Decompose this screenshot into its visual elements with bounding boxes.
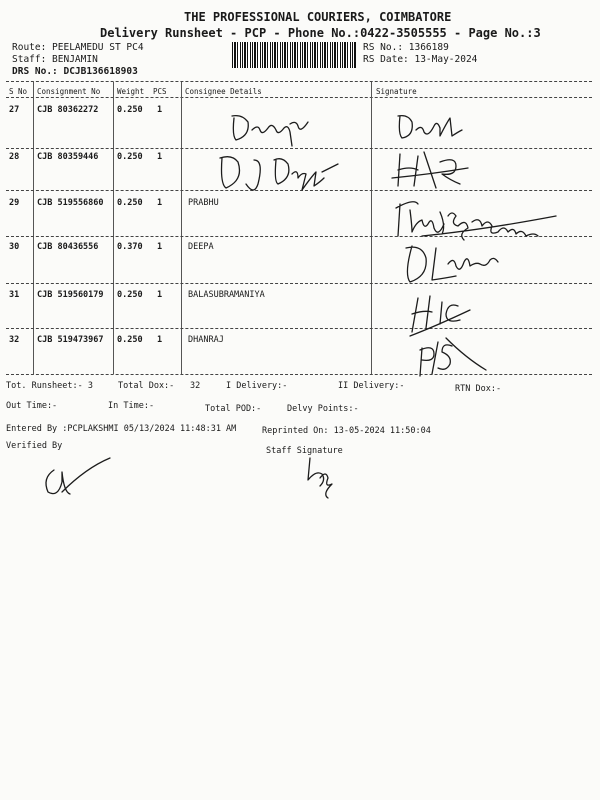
entered-by: Entered By :PCPLAKSHMI 05/13/2024 11:48:31 AM (6, 424, 237, 434)
row-consignment: CJB 519556860 (37, 198, 104, 208)
col-header-weight: Weight (117, 87, 145, 96)
row-weight: 0.250 (117, 335, 143, 345)
signature-row-32 (412, 334, 492, 380)
signature-row-27-consignee (228, 106, 318, 146)
row-rule (6, 148, 592, 149)
row-pcs: 1 (157, 105, 163, 115)
col-header-consignment: Consignment No (37, 87, 101, 96)
col-divider (181, 82, 182, 374)
row-consignee: BALASUBRAMANIYA (188, 290, 265, 300)
verified-by-signature (36, 456, 116, 500)
rtn-dox: RTN Dox:- (455, 384, 502, 394)
row-sno: 29 (9, 198, 20, 208)
rs-number: RS No.: 1366189 (363, 42, 449, 53)
drs-number: DRS No.: DCJB136618903 (12, 66, 138, 77)
row-sno: 32 (9, 335, 20, 345)
row-sno: 27 (9, 105, 20, 115)
col-divider (113, 82, 114, 374)
in-time: In Time:- (108, 401, 155, 411)
row-sno: 31 (9, 290, 20, 300)
rs-date: RS Date: 13-May-2024 (363, 54, 478, 65)
signature-row-28-consignee (218, 150, 348, 192)
col-divider (33, 82, 34, 374)
row-consignment: CJB 80436556 (37, 242, 99, 252)
row-consignment: CJB 519473967 (37, 335, 104, 345)
row-pcs: 1 (157, 335, 163, 345)
row-pcs: 1 (157, 198, 163, 208)
company-name: THE PROFESSIONAL COURIERS, COIMBATORE (184, 10, 452, 24)
col-header-signature: Signature (376, 87, 417, 96)
ii-delivery: II Delivery:- (338, 381, 405, 391)
row-rule (6, 328, 592, 329)
row-consignee: DEEPA (188, 242, 214, 252)
runsheet-title: Delivery Runsheet - PCP - Phone No.:0422-3505555 - Page No.:3 (100, 26, 541, 40)
staff-signature (298, 454, 348, 496)
barcode (232, 42, 356, 68)
signature-row-30 (396, 238, 506, 288)
staff: Staff: BENJAMIN (12, 54, 98, 65)
row-pcs: 1 (157, 242, 163, 252)
table-top-rule (6, 81, 592, 82)
row-pcs: 1 (157, 290, 163, 300)
row-weight: 0.250 (117, 198, 143, 208)
row-weight: 0.370 (117, 242, 143, 252)
total-dox-value: 32 (190, 381, 201, 391)
signature-row-31 (406, 292, 476, 340)
col-header-sno: S No (9, 87, 28, 96)
row-consignment: CJB 80362272 (37, 105, 99, 115)
row-weight: 0.250 (117, 290, 143, 300)
signature-row-28 (390, 148, 480, 190)
row-sno: 28 (9, 152, 20, 162)
delvy-points: Delvy Points:- (287, 404, 359, 414)
row-consignment: CJB 80359446 (37, 152, 99, 162)
signature-row-27 (396, 110, 476, 148)
row-weight: 0.250 (117, 152, 143, 162)
col-header-consignee: Consignee Details (185, 87, 262, 96)
row-consignee: PRABHU (188, 198, 219, 208)
verified-by-label: Verified By (6, 441, 63, 451)
col-header-pcs: PCS (153, 87, 167, 96)
out-time: Out Time:- (6, 401, 58, 411)
route: Route: PEELAMEDU ST PC4 (12, 42, 144, 53)
table-bottom-rule (6, 374, 592, 375)
total-pod: Total POD:- (205, 404, 262, 414)
tot-runsheet: Tot. Runsheet:- 3 (6, 381, 93, 391)
row-consignment: CJB 519560179 (37, 290, 104, 300)
row-sno: 30 (9, 242, 20, 252)
row-pcs: 1 (157, 152, 163, 162)
header-bottom-rule (6, 97, 592, 98)
reprinted-on: Reprinted On: 13-05-2024 11:50:04 (262, 426, 431, 436)
total-dox-label: Total Dox:- (118, 381, 175, 391)
i-delivery: I Delivery:- (226, 381, 288, 391)
staff-signature-label: Staff Signature (266, 446, 343, 456)
col-divider (371, 82, 372, 374)
row-consignee: DHANRAJ (188, 335, 224, 345)
row-weight: 0.250 (117, 105, 143, 115)
